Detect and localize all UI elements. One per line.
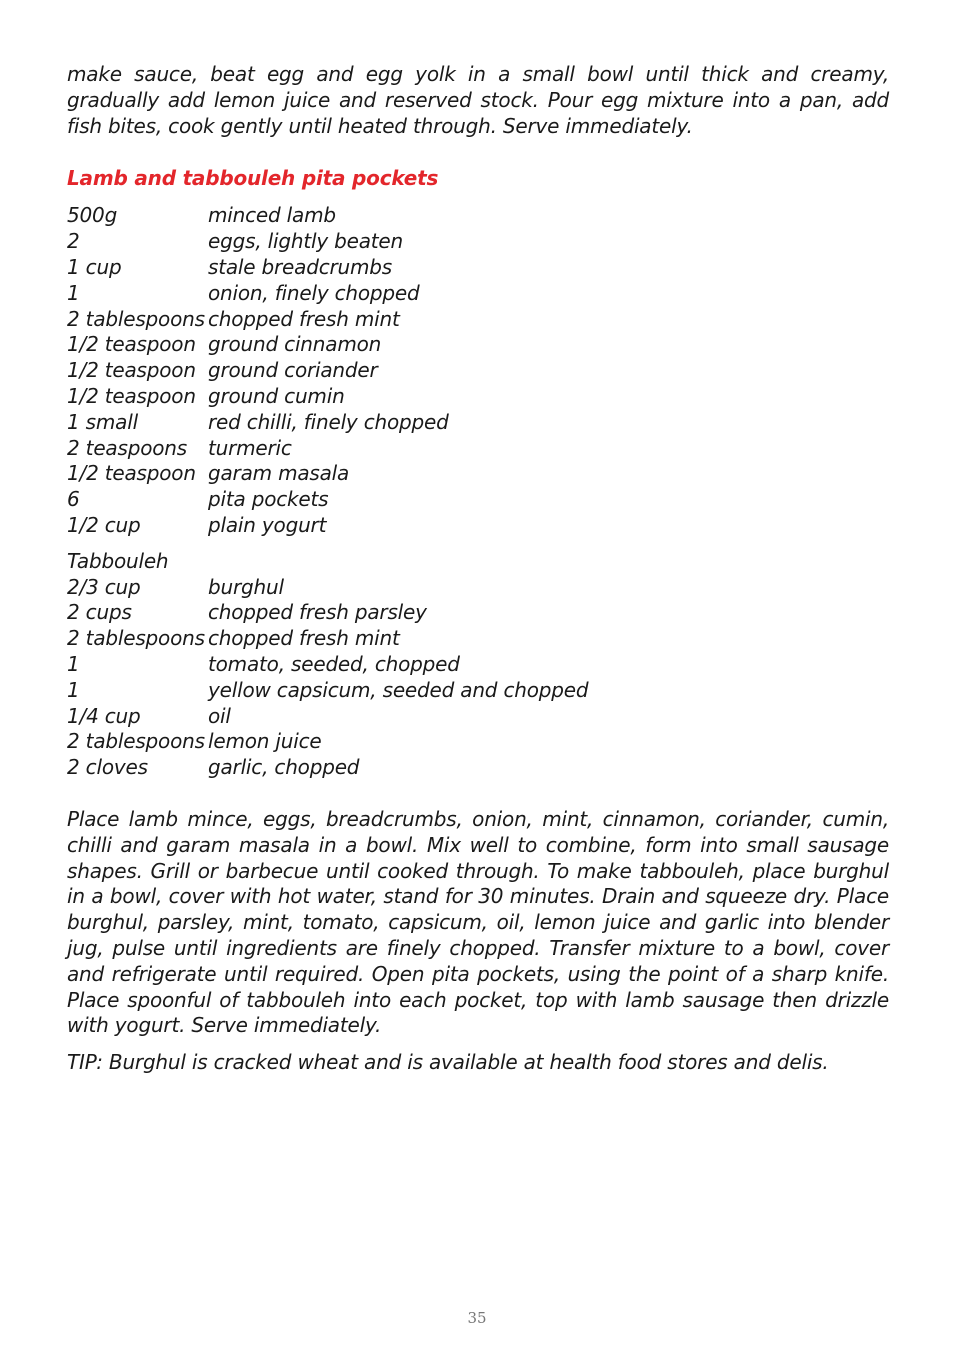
- ingredient-item: burghul: [208, 574, 284, 599]
- ingredient-row: [67, 203, 889, 229]
- ingredient-item: ground cinnamon: [208, 332, 382, 357]
- ingredient-row: [67, 729, 889, 755]
- ingredient-item: minced lamb: [208, 203, 336, 228]
- ingredient-row: [67, 755, 889, 781]
- ingredient-item: eggs, lightly beaten: [208, 229, 403, 254]
- ingredient-item: ground cumin: [208, 383, 345, 408]
- ingredient-item: oil: [208, 703, 231, 728]
- ingredient-item: turmeric: [208, 435, 292, 460]
- tabbouleh-ingredient-list: [67, 575, 889, 781]
- ingredient-qty: 500g: [67, 203, 118, 228]
- ingredient-item: garam masala: [208, 461, 350, 486]
- ingredient-qty: 1: [67, 280, 80, 305]
- ingredient-qty: 1 cup: [67, 254, 122, 279]
- page-number: 35: [467, 1309, 487, 1327]
- ingredient-qty: 2 tablespoons: [67, 626, 205, 651]
- ingredient-item: plain yogurt: [208, 512, 327, 537]
- ingredient-row: [67, 600, 889, 626]
- ingredient-row: [67, 652, 889, 678]
- ingredient-row: [67, 436, 889, 462]
- ingredient-qty: 2: [67, 229, 80, 254]
- ingredient-qty: 1/2 teaspoon: [67, 461, 196, 486]
- ingredient-item: chopped fresh parsley: [208, 600, 427, 625]
- ingredient-qty: 1/2 teaspoon: [67, 383, 196, 408]
- tabbouleh-heading: Tabbouleh: [67, 548, 169, 573]
- ingredient-row: [67, 487, 889, 513]
- ingredient-qty: 1/4 cup: [67, 703, 141, 728]
- ingredient-qty: 2 tablespoons: [67, 729, 205, 754]
- ingredient-qty: 1 small: [67, 409, 138, 434]
- recipe-page: [67, 62, 889, 1076]
- ingredient-item: stale breadcrumbs: [208, 254, 393, 279]
- ingredient-row: [67, 255, 889, 281]
- ingredient-qty: 1/2 cup: [67, 512, 141, 537]
- ingredient-row: [67, 704, 889, 730]
- ingredient-item: red chilli, finely chopped: [208, 409, 449, 434]
- ingredient-item: ground coriander: [208, 358, 378, 383]
- ingredient-item: yellow capsicum, seeded and chopped: [208, 677, 589, 702]
- ingredient-qty: 1: [67, 651, 80, 676]
- ingredient-qty: 2 cloves: [67, 755, 148, 780]
- ingredient-row: [67, 513, 889, 539]
- ingredient-qty: 2 cups: [67, 600, 132, 625]
- ingredient-row: [67, 332, 889, 358]
- intro-paragraph: make sauce, beat egg and egg yolk in a small bowl until thick and creamy, gradually add lemon juice and reserved stock. Pour egg mixture into a pan, add fish bites, cook gently until heated through. Serve immediately.: [67, 62, 889, 138]
- ingredient-qty: 2 tablespoons: [67, 306, 205, 331]
- ingredient-row: [67, 358, 889, 384]
- ingredient-row: [67, 384, 889, 410]
- ingredient-item: chopped fresh mint: [208, 306, 400, 331]
- ingredient-qty: 1: [67, 677, 80, 702]
- ingredient-row: [67, 461, 889, 487]
- ingredient-item: pita pockets: [208, 487, 329, 512]
- ingredient-row: [67, 410, 889, 436]
- ingredient-qty: 1/2 teaspoon: [67, 358, 196, 383]
- ingredient-item: lemon juice: [208, 729, 322, 754]
- ingredient-row: [67, 281, 889, 307]
- ingredient-row: [67, 626, 889, 652]
- method-paragraph: Place lamb mince, eggs, breadcrumbs, onion, mint, cinnamon, coriander, cumin, chilli and garam masala in a bowl. Mix well to combine, form into small sausage shapes. Grill or barbecue until cooked through. To make tabbouleh, place burghul in a bowl, cover with hot water, stand for 30 minutes. Drain and squeeze dry. Place burghul, parsley, mint, tomato, capsicum, oil, lemon juice and garlic into blender jug, pulse until ingredients are finely chopped. Transfer mixture to a bowl, cover and refrigerate until required. Open pita pockets, using the point of a sharp knife. Place spoonful of tabbouleh into each pocket, top with lamb sausage then drizzle with yogurt. Serve immediately.: [67, 806, 889, 1038]
- ingredient-item: garlic, chopped: [208, 755, 360, 780]
- ingredient-qty: 1/2 teaspoon: [67, 332, 196, 357]
- ingredient-list: [67, 203, 889, 538]
- ingredient-item: chopped fresh mint: [208, 626, 400, 651]
- ingredient-qty: 2 teaspoons: [67, 435, 187, 460]
- ingredient-item: onion, finely chopped: [208, 280, 420, 305]
- ingredient-row: [67, 678, 889, 704]
- recipe-title: Lamb and tabbouleh pita pockets: [67, 166, 439, 191]
- ingredient-item: tomato, seeded, chopped: [208, 651, 460, 676]
- ingredient-qty: 6: [67, 487, 80, 512]
- ingredient-row: [67, 229, 889, 255]
- ingredient-row: [67, 575, 889, 601]
- ingredient-qty: 2/3 cup: [67, 574, 141, 599]
- tip-paragraph: TIP: Burghul is cracked wheat and is available at health food stores and delis.: [67, 1050, 829, 1075]
- ingredient-row: [67, 307, 889, 333]
